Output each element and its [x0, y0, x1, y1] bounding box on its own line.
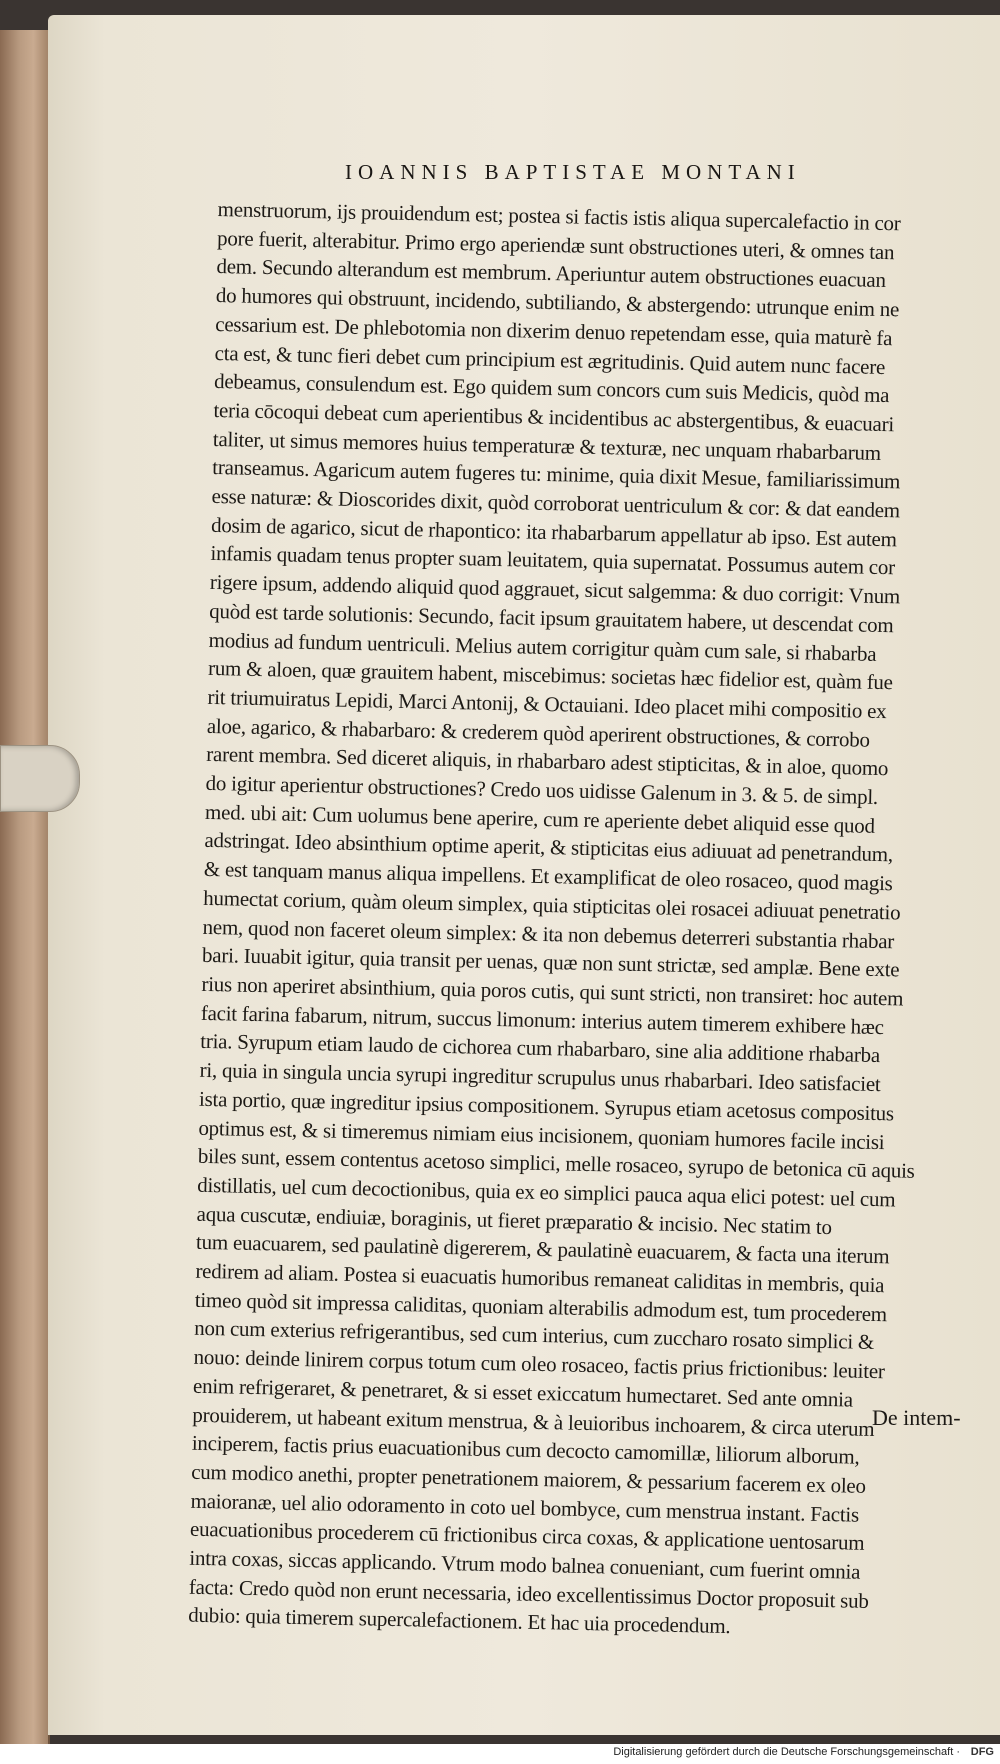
- text-line: med. ubi ait: Cum uolumus bene aperire, cum re aperiente debet aliquid esse quod: [204, 799, 876, 838]
- text-line: rius non aperiret absinthium, quia poros cutis, qui sunt stricti, non transiret: hoc autem: [201, 971, 904, 1011]
- text-line: bari. Iuuabit igitur, quia transit per uenas, quæ non sunt strictæ, sed amplæ. Bene exte: [201, 943, 900, 982]
- text-line: redirem ad aliam. Postea si euacuatis humoribus remaneat caliditas in membris, quia: [195, 1258, 885, 1298]
- text-line: ista portio, quæ ingreditur ipsius compositionem. Syrupus etiam acetosus compositus: [198, 1086, 895, 1126]
- text-line: enim refrigeraret, & penetraret, & si esset exiccatum humectaret. Sed ante omnia: [192, 1373, 854, 1412]
- text-line: maioranæ, uel alio odoramento in coto uel bombyce, cum menstrua instant. Factis: [190, 1488, 860, 1527]
- text-line: & est tanquam manus aliqua impellens. Et examplificat de oleo rosaceo, quod magis: [203, 857, 893, 896]
- text-line: biles sunt, essem contentus acetoso simplici, melle rosaceo, syrupo de betonica cū aquis: [197, 1143, 915, 1184]
- body-text: [188, 195, 980, 1646]
- footer-bar: [0, 1744, 1000, 1764]
- text-line: do humores qui obstruunt, incidendo, subtiliando, & abstergendo: utrunque enim ne: [215, 283, 900, 322]
- text-line: adstringat. Ideo absinthium optime aperit, & stipticitas eius adiuuat ad penetrandum,: [204, 828, 894, 867]
- running-head: IOANNIS BAPTISTAE MONTANI: [345, 160, 801, 184]
- book-edge: [0, 30, 50, 1750]
- text-line: facit farina fabarum, nitrum, succus limonum: interius autem timerem exhibere hæc: [200, 1000, 885, 1039]
- text-line: dosim de agarico, sicut de rhapontico: ita rhabarbarum appellatur ab ipso. Est autem: [210, 512, 897, 552]
- text-line: infamis quadam tenus propter suam leuitatem, quia supernatat. Possumus autem cor: [210, 541, 896, 580]
- page-clip: [0, 745, 80, 812]
- text-line: taliter, ut simus memores huius temperaturæ & texturæ, nec unquam rhabarbarum: [212, 426, 882, 465]
- text-line: rarent membra. Sed diceret aliquis, in rhabarbaro adest stipticitas, & in aloe, quomo: [206, 742, 889, 781]
- dfg-logo: DFG: [970, 1746, 994, 1758]
- text-line: ri, quia in singula uncia syrupi ingreditur scrupulus unus rhabarbari. Ideo satisfaciet: [199, 1057, 881, 1097]
- text-line: facta: Credo quòd non erunt necessaria, ideo excellentissimus Doctor proposuit sub: [188, 1574, 869, 1613]
- text-line: teria cōcoqui debeat cum aperientibus & incidentibus ac abstergentibus, & euacuari: [213, 397, 895, 437]
- text-line: debeamus, consulendum est. Ego quidem sum concors cum suis Medicis, quòd ma: [213, 369, 890, 408]
- text-line: quòd est tarde solutionis: Secundo, facit ipsum grauitatem habere, ut descendat com: [209, 598, 894, 638]
- text-line: pore fuerit, alterabitur. Primo ergo aperiendæ sunt obstructiones uteri, & omnes tan: [216, 225, 895, 264]
- text-line: tum euacuarem, sed paulatinè digererem, & paulatinè euacuarem, & facta una iterum: [195, 1230, 890, 1269]
- text-line: inciperem, factis prius euacuationibus cum decocto camomillæ, liliorum alborum,: [191, 1430, 860, 1469]
- text-line: do igitur aperientur obstructiones? Credo uos uidisse Galenum in 3. & 5. de simpl.: [205, 770, 879, 810]
- text-line: esse naturæ: & Dioscorides dixit, quòd corroborat uentriculum & cor: & dat eandem: [211, 483, 901, 523]
- text-line: aloe, agarico, & rhabarbaro: & crederem quòd aperirent obstructiones, & corrobo: [206, 713, 871, 752]
- text-line: cessarium est. De phlebotomia non dixerim denuo repetendam esse, quia maturè fa: [215, 311, 893, 350]
- text-line: cum modico anethi, propter penetrationem maiorem, & pessarium facerem ex oleo: [191, 1459, 867, 1498]
- text-line: modius ad fundum uentriculi. Melius autem corrigitur quàm cum sale, si rhabarba: [208, 627, 877, 666]
- text-line: timeo quòd sit impressa caliditas, quoniam alterabilis admodum est, tum procederem: [194, 1287, 888, 1326]
- text-line: euacuationibus procederem cū frictionibus circa coxas, & applicatione uentosarum: [189, 1517, 865, 1556]
- text-line: prouiderem, ut habeant exitum menstrua, & à leuioribus inchoarem, & circa uterum: [192, 1402, 875, 1441]
- text-line: dubio: quia timerem supercalefactionem. Et hac uia procedendum.: [188, 1603, 731, 1639]
- text-line: distillatis, uel cum decoctionibus, quia ex eo simplici pauca aqua elici potest: uel cum: [197, 1172, 896, 1212]
- text-line: non cum exterius refrigerantibus, sed cum interius, cum zuccharo rosato simplici &: [194, 1316, 875, 1355]
- text-line: optimus est, & si timeremus nimiam eius incisionem, quoniam humores facile incisi: [198, 1115, 885, 1154]
- footer-credit: Digitalisierung gefördert durch die Deutsche Forschungsgemeinschaft ·: [613, 1746, 960, 1758]
- text-line: transeamus. Agaricum autem fugeres tu: minime, quia dixit Mesue, familiarissimum: [212, 455, 901, 494]
- text-line: humectat corium, quàm oleum simplex, quia stipticitas olei rosacei adiuuat penetratio: [203, 885, 901, 925]
- text-line: rigere ipsum, addendo aliquid quod aggrauet, sicut salgemma: & duo corrigit: Vnum: [209, 570, 901, 609]
- text-line: intra coxas, siccas applicando. Vtrum modo balnea conueniant, cum fuerint omnia: [189, 1545, 861, 1584]
- text-line: menstruorum, ijs prouidendum est; postea si factis istis aliqua supercalefactio in cor: [217, 196, 901, 236]
- text-line: nouo: deinde linirem corpus totum cum oleo rosaceo, factis prius frictionibus: leuiter: [193, 1344, 885, 1384]
- text-line: rit triumuiratus Lepidi, Marci Antonij, & Octauiani. Ideo placet mihi compositio ex: [207, 684, 887, 724]
- catchword: De intem-: [872, 1405, 961, 1430]
- text-line: aqua cuscutæ, endiuiæ, boraginis, ut fieret præparatio & incisio. Nec statim to: [196, 1201, 832, 1239]
- text-line: nem, quod non faceret oleum simplex: & ita non debemus deterreri substantia rhabar: [202, 914, 895, 953]
- text-line: rum & aloen, quæ grauitem habent, miscebimus: societas hæc fidelior est, quàm fue: [207, 656, 894, 695]
- text-line: tria. Syrupum etiam laudo de cichorea cum rhabarbaro, sine alia additione rhabarba: [200, 1029, 881, 1068]
- text-line: dem. Secundo alterandum est membrum. Aperiuntur autem obstructiones euacuan: [216, 254, 886, 293]
- text-line: cta est, & tunc fieri debet cum principium est ægritudinis. Quid autem nunc facere: [214, 340, 886, 379]
